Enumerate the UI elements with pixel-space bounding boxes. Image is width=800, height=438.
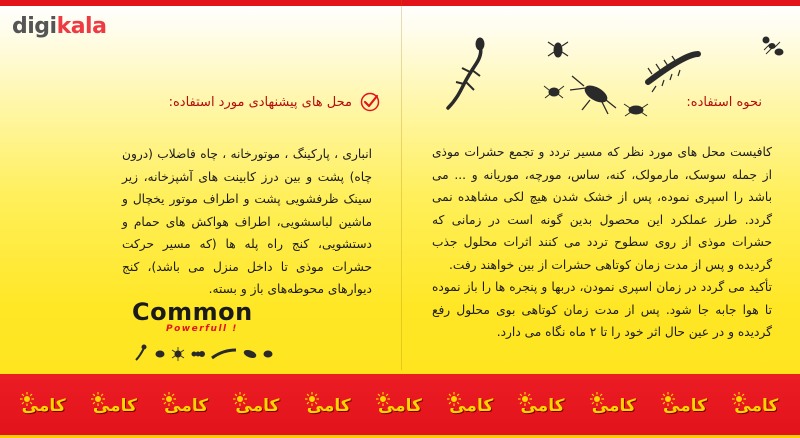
lizard-icon — [136, 345, 146, 360]
fold-line — [401, 0, 402, 370]
beetle-icon — [624, 104, 648, 116]
usage-paragraph: کافیست محل های مورد نظر که مسیر تردد و تجمع حشرات موذی از جمله سوسک، مارمولک، کنه، ساس، مورچه، موریانه و ... می باشد را اسپری نموده، پس از خشک شدن هیچ لکی مشاهده نمی گردد. طرز عملکرد این محصول بدین گونه است در زمانی که حشرات موذی از روی سطوح تردد می کنند اثرات محلول جذب گردیده و پس از مدت زمان کوتاهی حشرات از بین خواهند رفت. — [432, 145, 772, 272]
check-mark-icon — [360, 92, 380, 112]
band-mark-text: کامی — [235, 396, 280, 416]
brand-name: Common — [132, 298, 253, 326]
ant-icon — [192, 352, 205, 357]
store-logo — [12, 14, 106, 39]
brand-insects-icon — [132, 342, 277, 364]
band-logo-mark — [160, 388, 212, 424]
band-mark-text: کامی — [164, 396, 209, 416]
band-mark-text: کامی — [591, 396, 636, 416]
band-logo-mark — [303, 388, 355, 424]
band-logo-mark — [730, 388, 782, 424]
band-mark-text: کامی — [663, 396, 708, 416]
lizard-icon — [448, 38, 484, 108]
band-logo-mark — [374, 388, 426, 424]
band-mark-text: کامی — [377, 396, 422, 416]
beetle-icon — [156, 351, 164, 357]
beetle-icon — [544, 86, 564, 98]
band-logo-mark — [445, 388, 497, 424]
brand-tagline: Powerfull ! — [166, 324, 238, 334]
band-logo-mark — [18, 388, 70, 424]
suggested-places-title: محل های پیشنهادی مورد استفاده: — [168, 95, 352, 110]
band-mark-text: کامی — [306, 396, 351, 416]
brand-block — [132, 298, 272, 334]
top-border — [0, 0, 800, 6]
band-mark-text: کامی — [520, 396, 565, 416]
logo-part-digi: digi — [12, 14, 57, 39]
band-mark-text: کامی — [21, 396, 66, 416]
bottom-pattern-band — [0, 370, 800, 438]
cockroach-icon — [243, 349, 256, 359]
logo-part-kala: kala — [56, 14, 107, 39]
suggested-places-text: انباری ، پارکینگ ، موتورخانه ، چاه فاضلاب (درون چاه) پشت و بین درز کابینت های آشپزخانه، زیر سینک ظرفشویی پشت و اطراف موتور یخچال و ماشین لباسشویی، اطراف هواکش های حمام و دستشویی، کنج راه پله ها (که مسیر حرکت حشرات موذی تا داخل منزل می باشد)، کنج دیوارهای محوطه‌های باز و بسته. — [122, 147, 372, 296]
band-mark-text: کامی — [92, 396, 137, 416]
cockroach-icon — [570, 76, 616, 114]
band-mark-text: کامی — [734, 396, 779, 416]
beetle-icon — [264, 351, 272, 357]
band-logo-mark — [588, 388, 640, 424]
centipede-icon — [648, 54, 698, 92]
band-row — [0, 386, 800, 426]
band-mark-text: کامی — [449, 396, 494, 416]
beetle-icon — [548, 42, 568, 57]
centipede-icon — [212, 350, 236, 358]
usage-title: نحوه استفاده: — [686, 95, 762, 110]
usage-paragraph: تأکید می گردد در زمان اسپری نمودن، دربها و پنجره ها را باز نموده تا هوا جابه جا شود. پس از مدت زمان کوتاهی بوی محلول رفع گردیده و در عین حال اثر خود را تا ۲ ماه نگاه می دارد. — [432, 280, 772, 339]
band-logo-mark — [516, 388, 568, 424]
band-logo-mark — [231, 388, 283, 424]
band-logo-mark — [89, 388, 141, 424]
usage-instructions — [432, 141, 772, 344]
spider-icon — [172, 347, 184, 361]
ant-icon — [763, 37, 783, 55]
band-logo-mark — [659, 388, 711, 424]
